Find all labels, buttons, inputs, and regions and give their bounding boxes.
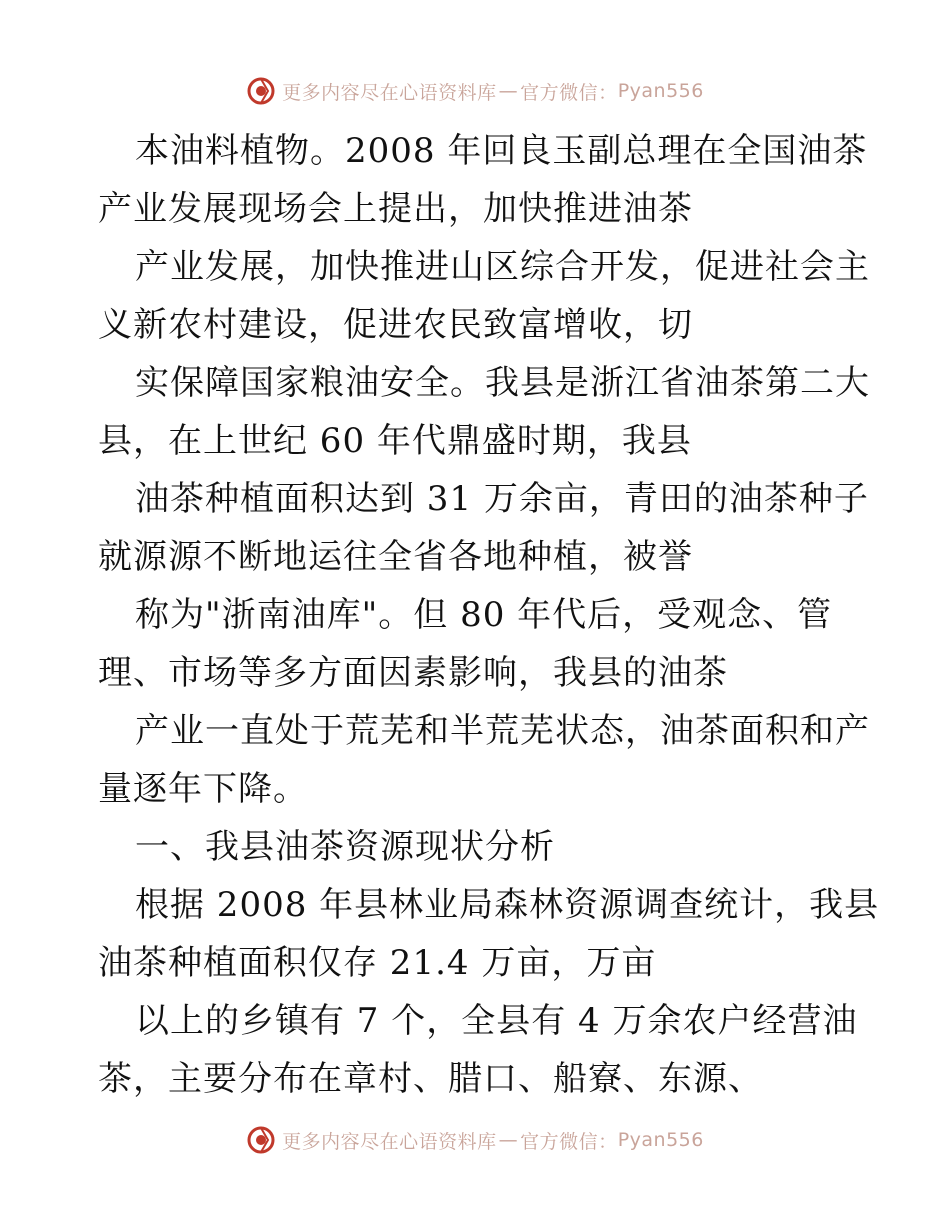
body-line: 茶，主要分布在章村、腊口、船寮、东源、: [98, 1059, 763, 1099]
section-heading: 一、我县油茶资源现状分析: [135, 827, 555, 867]
footer-wechat-label: 官方微信：: [520, 1130, 618, 1153]
header-wechat-id: Pyan556: [617, 80, 704, 102]
body-line: 油茶种植面积达到 31 万余亩，青田的油茶种子: [135, 479, 869, 519]
header-watermark-banner: [0, 71, 950, 111]
body-line: 县，在上世纪 60 年代鼎盛时期，我县: [98, 421, 692, 461]
brand-logo-icon: [246, 76, 276, 106]
body-line: 本油料植物。2008 年回良玉副总理在全国油茶: [135, 131, 868, 171]
body-line: 理、市场等多方面因素影响，我县的油茶: [98, 653, 728, 693]
body-line: 以上的乡镇有 7 个，全县有 4 万余农户经营油: [135, 1001, 858, 1041]
body-line: 就源源不断地运往全省各地种植，被誉: [98, 537, 693, 577]
document-body: [98, 122, 880, 1108]
header-wechat-label: 官方微信：: [520, 81, 618, 104]
body-line: 产业发展，加快推进山区综合开发，促进社会主: [135, 247, 870, 287]
header-separator: —: [498, 80, 519, 102]
footer-watermark-banner: [0, 1120, 950, 1160]
header-brand-text: 更多内容尽在心语资料库: [282, 81, 497, 104]
body-line: 称为"浙南油库"。但 80 年代后，受观念、管: [135, 595, 833, 635]
footer-wechat-id: Pyan556: [617, 1129, 704, 1151]
body-line: 根据 2008 年县林业局森林资源调查统计，我县: [135, 885, 880, 925]
brand-logo-icon: [246, 1125, 276, 1155]
footer-brand-text: 更多内容尽在心语资料库: [282, 1130, 497, 1153]
body-line: 产业发展现场会上提出，加快推进油茶: [98, 189, 693, 229]
body-line: 产业一直处于荒芜和半荒芜状态，油茶面积和产: [135, 711, 870, 751]
footer-separator: —: [498, 1129, 519, 1151]
body-line: 油茶种植面积仅存 21.4 万亩，万亩: [98, 943, 657, 983]
body-line: 义新农村建设，促进农民致富增收，切: [98, 305, 693, 345]
body-line: 量逐年下降。: [98, 769, 308, 809]
body-line: 实保障国家粮油安全。我县是浙江省油茶第二大: [135, 363, 870, 403]
